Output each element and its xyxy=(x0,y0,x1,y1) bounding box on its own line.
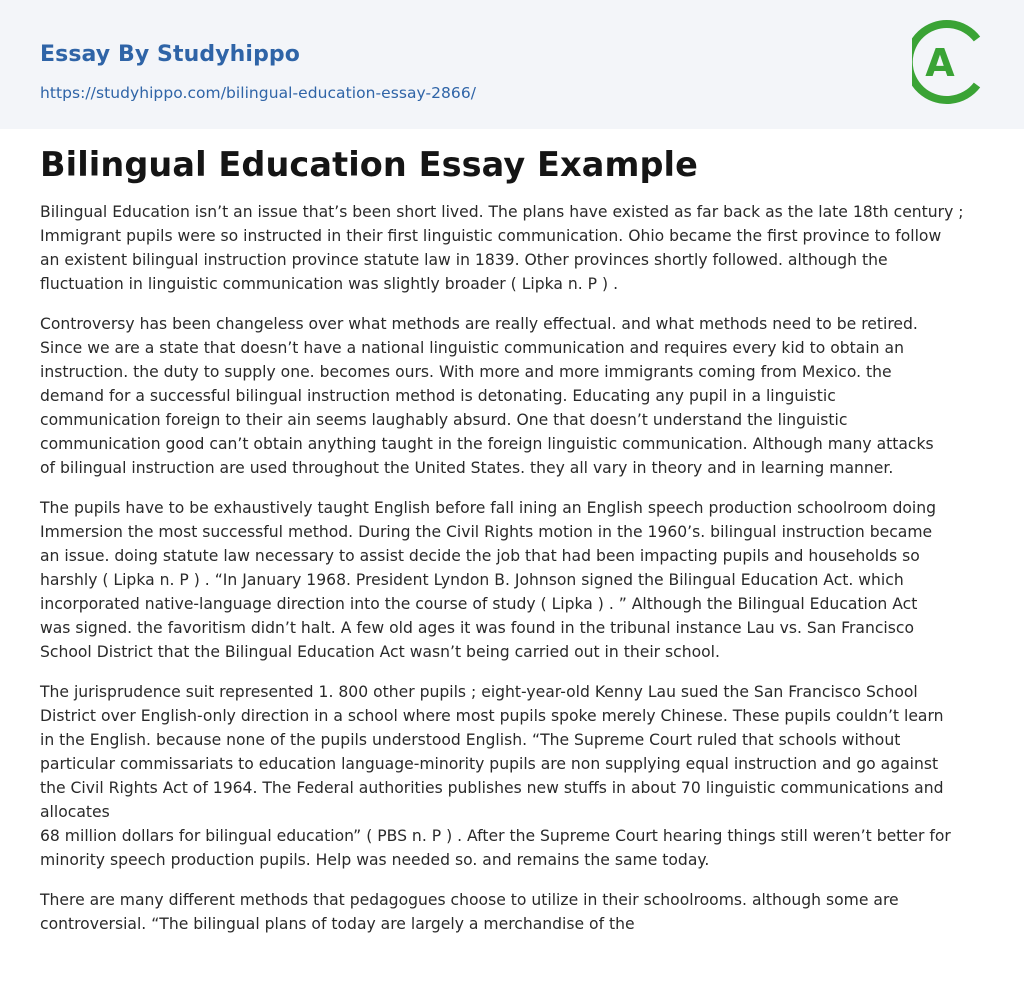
essay-paragraph: Controversy has been changeless over what methods are really effectual. and what methods need to be retired. Since we are a state that doesn’t have a national linguistic communication and requires every kid to obtain an instruction. the duty to supply one. becomes ours. With more and more immigrants coming from Mexico. the demand for a successful bilingual instruction method is detonating. Educating any pupil in a linguistic communication foreign to their ain seems laughably absurd. One that doesn’t understand the linguistic communication good can’t obtain anything taught in the foreign linguistic communication. Although many attacks of bilingual instruction are used throughout the United States. they all vary in theory and in learning manner. xyxy=(40,315,934,477)
site-header xyxy=(0,0,1024,129)
essay-body xyxy=(40,200,990,952)
essay-paragraph: The jurisprudence suit represented 1. 800 other pupils ; eight-year-old Kenny Lau sued the San Francisco School District over English-only direction in a school where most pupils spoke merely Chinese. These pupils couldn’t learn in the English. because none of the pupils understood English. “The Supreme Court ruled that schools without particular commissariats to education language-minority pupils are non supplying equal instruction and go against the Civil Rights Act of 1964. The Federal authorities publishes new stuffs in about 70 linguistic communications and allocates 68 million dollars for bilingual education” ( PBS n. P ) . After the Supreme Court hearing things still weren’t better for minority speech production pupils. Help was needed so. and remains the same today. xyxy=(40,683,951,869)
logo-letter: A xyxy=(925,41,955,85)
essay-paragraph: There are many different methods that pedagogues choose to utilize in their schoolrooms. although some are controversial. “The bilingual plans of today are largely a merchandise of the xyxy=(40,891,899,933)
page-title: Bilingual Education Essay Example xyxy=(40,145,698,184)
essay-url-link[interactable]: https://studyhippo.com/bilingual-education-essay-2866/ xyxy=(40,84,477,102)
essay-paragraph: Bilingual Education isn’t an issue that’s been short lived. The plans have existed as far back as the late 18th century ; Immigrant pupils were so instructed in their first linguistic communication. Ohio became the first province to follow an existent bilingual instruction province statute law in 1839. Other provinces shortly followed. although the fluctuation in linguistic communication was slightly broader ( Lipka n. P ) . xyxy=(40,203,964,293)
essay-paragraph: The pupils have to be exhaustively taught English before fall ining an English speech production schoolroom doing Immersion the most successful method. During the Civil Rights motion in the 1960’s. bilingual instruction became an issue. doing statute law necessary to assist decide the job that had been impacting pupils and households so harshly ( Lipka n. P ) . “In January 1968. President Lyndon B. Johnson signed the Bilingual Education Act. which incorporated native-language direction into the course of study ( Lipka ) . ” Although the Bilingual Education Act was signed. the favoritism didn’t halt. A few old ages it was found in the tribunal instance Lau vs. San Francisco School District that the Bilingual Education Act wasn’t being carried out in their school. xyxy=(40,499,937,661)
studyhippo-logo-icon[interactable] xyxy=(912,19,986,105)
site-title[interactable]: Essay By Studyhippo xyxy=(40,42,300,67)
